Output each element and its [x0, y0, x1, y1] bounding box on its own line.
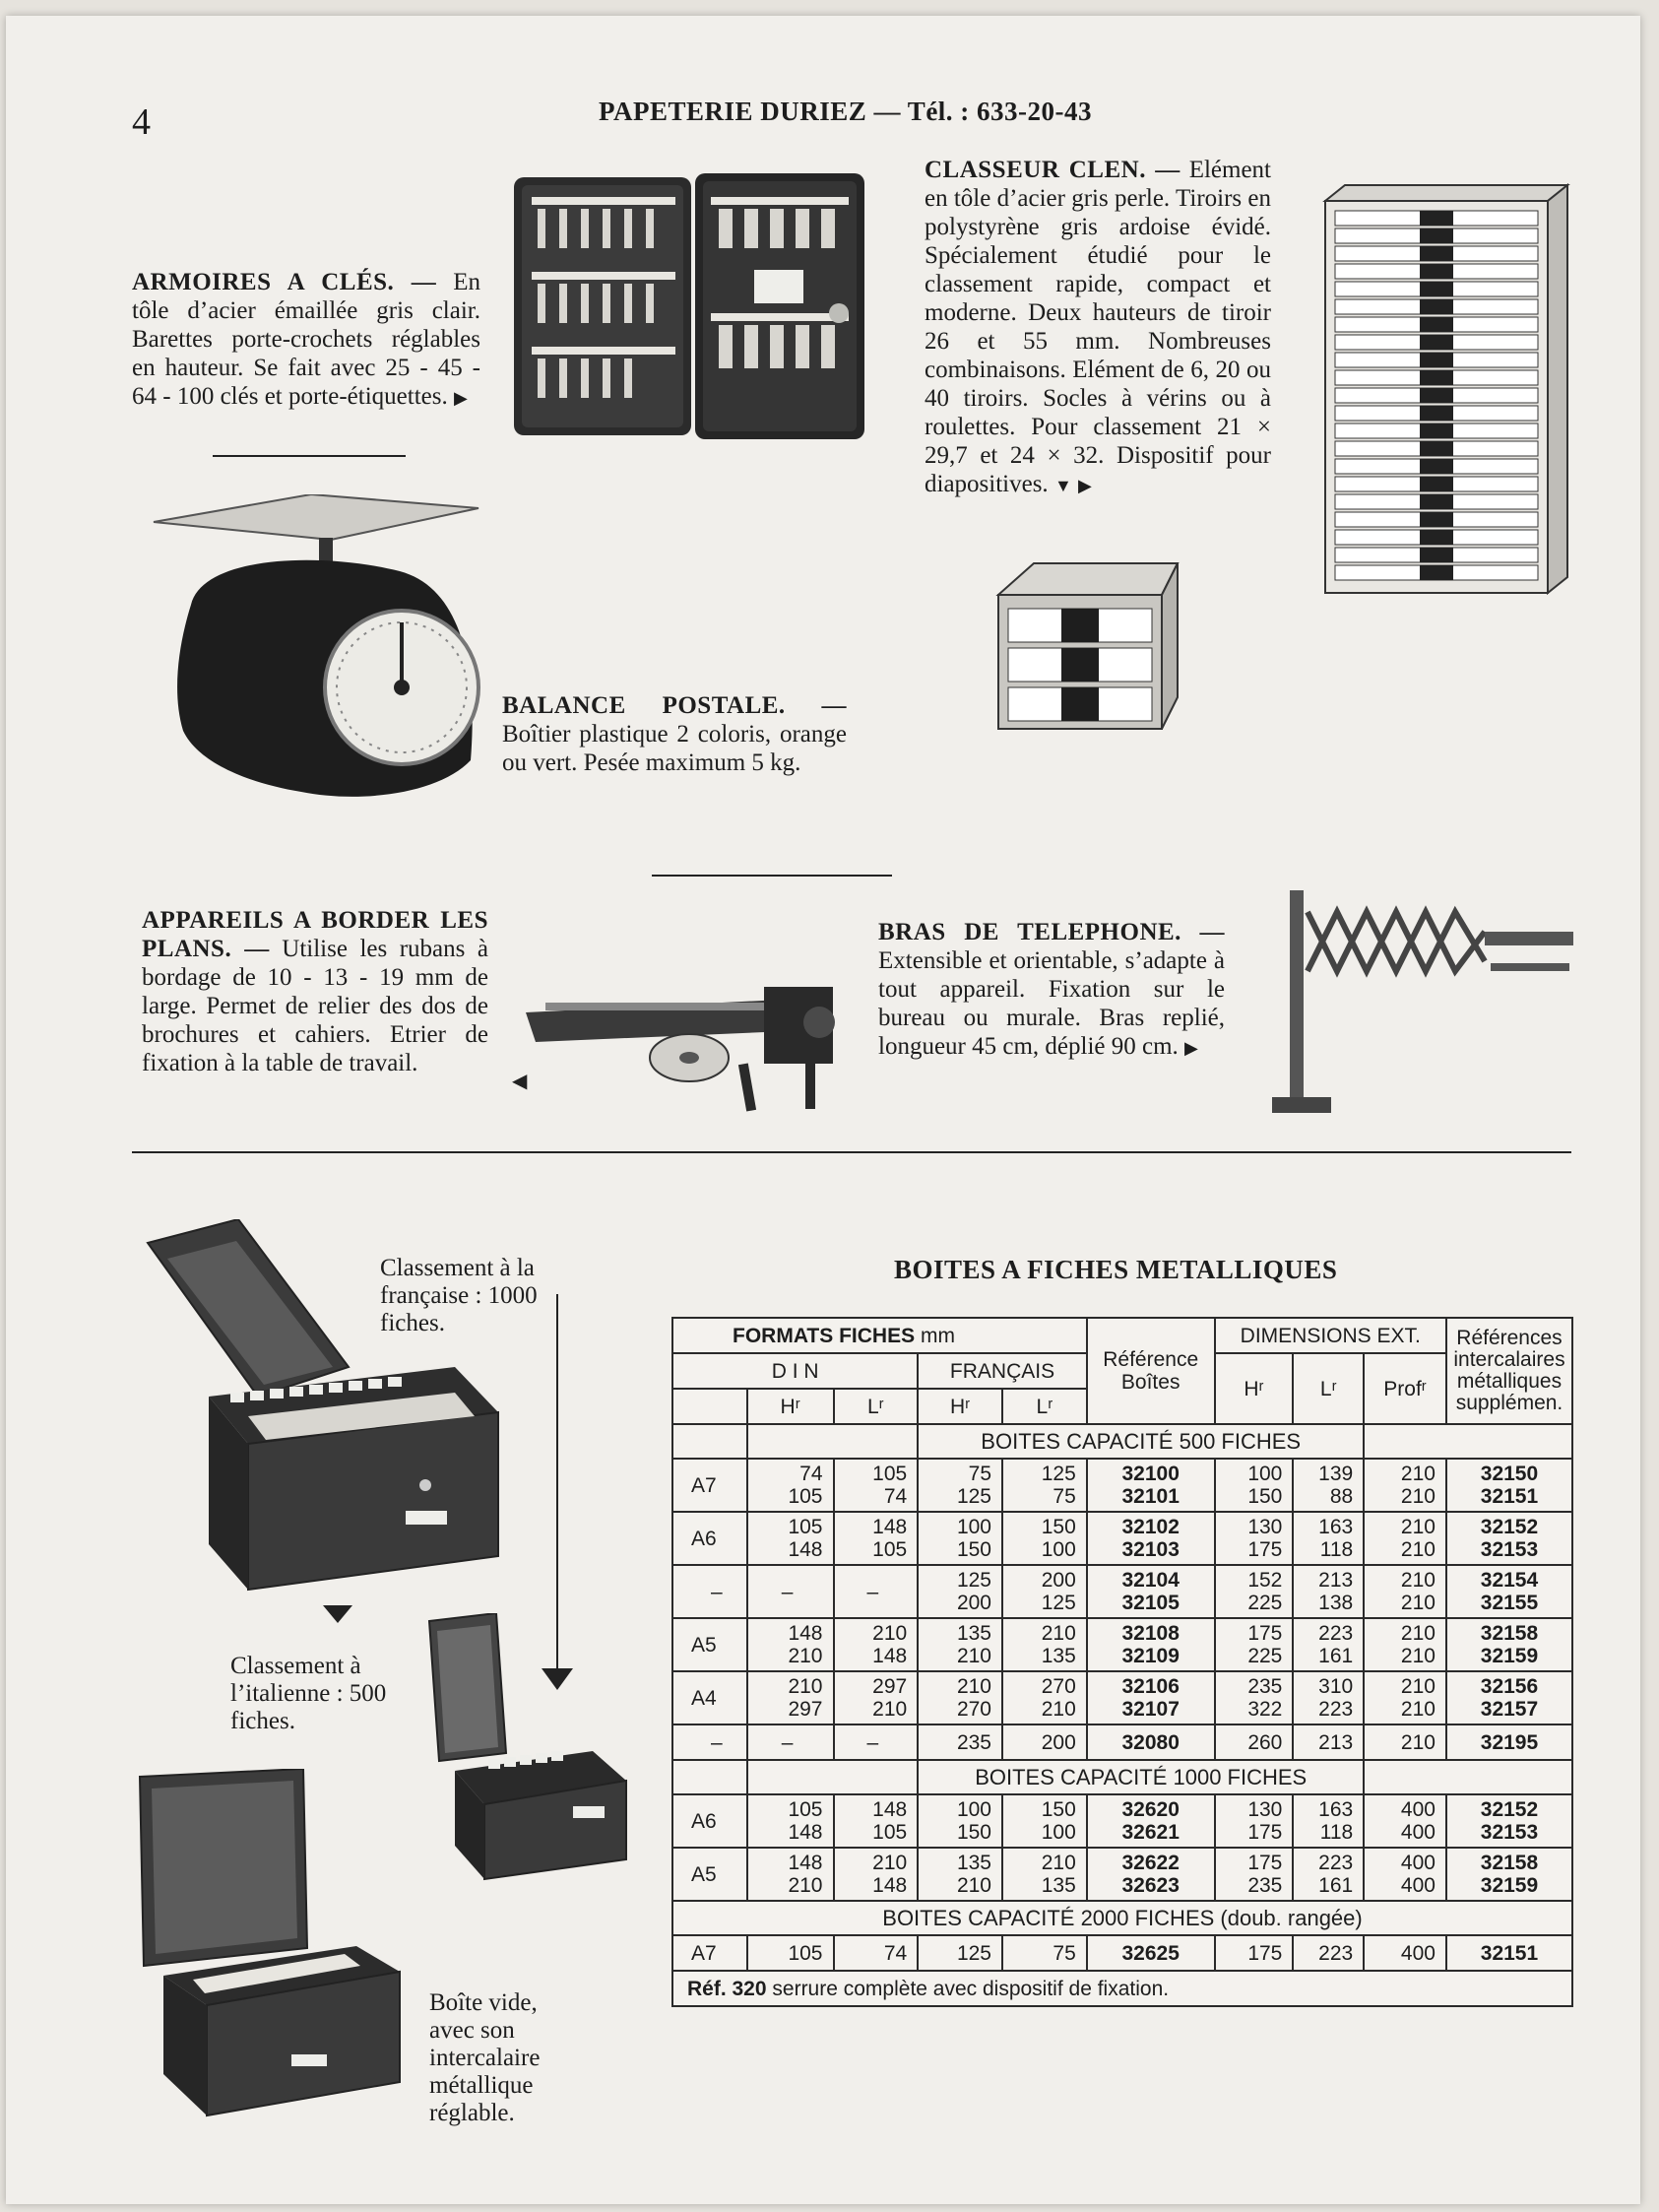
table-row [672, 1459, 1572, 1512]
cell-ref: 32108 32109 [1087, 1618, 1215, 1671]
ref-boites-header: Référence Boîtes [1087, 1318, 1215, 1424]
cell-fl: 150 100 [1002, 1794, 1087, 1848]
dim-prof-header: Profʳ [1364, 1353, 1446, 1424]
cell-ref: 32625 [1087, 1935, 1215, 1971]
cell-fh: 135 210 [918, 1618, 1002, 1671]
cell-inter: 32150 32151 [1446, 1459, 1572, 1512]
cell-dh: 148 210 [747, 1848, 834, 1901]
cell-fh: 75 125 [918, 1459, 1002, 1512]
table-row [672, 1671, 1572, 1724]
cell-p: 210 210 [1364, 1459, 1446, 1512]
tall-drawer-cabinet-photo [1321, 183, 1571, 597]
cell-fh: 125 [918, 1935, 1002, 1971]
cell-ref: 32104 32105 [1087, 1565, 1215, 1618]
cell-l: 163 118 [1293, 1794, 1364, 1848]
armoires-title: ARMOIRES A CLÉS. — [132, 269, 437, 295]
cell-fh: 100 150 [918, 1512, 1002, 1565]
arrow-down-icon [321, 1603, 354, 1625]
cell-dh: 105 [747, 1935, 834, 1971]
arrow-left-icon: ◀ [512, 1069, 528, 1092]
cell-l: 223 [1293, 1935, 1364, 1971]
balance-text [502, 691, 847, 777]
cell-l: 213 138 [1293, 1565, 1364, 1618]
cell-dh: – [747, 1724, 834, 1760]
cell-p: 210 210 [1364, 1618, 1446, 1671]
cell-dl: 210 148 [834, 1618, 919, 1671]
catalog-page [6, 16, 1640, 2204]
cell-fmt: – [672, 1724, 747, 1760]
cell-inter: 32152 32153 [1446, 1512, 1572, 1565]
cell-dl: – [834, 1565, 919, 1618]
armoires-body: En tôle d’acier émaillée gris clair. Barettes porte-crochets réglables en hauteur. Se fait avec 25 - 45 - 64 - 100 clés et porte-étiquettes. [132, 269, 480, 410]
cell-dl: – [834, 1724, 919, 1760]
cell-fl: 75 [1002, 1935, 1087, 1971]
cell-fmt: A5 [672, 1618, 747, 1671]
appareils-body: Utilise les rubans à bordage de 10 - 13 - 19 mm de large. Permet de relier des dos de brochures et cahiers. Etrier de fixation à la table de travail. [142, 936, 489, 1076]
cell-h: 260 [1215, 1724, 1294, 1760]
cell-h: 175 225 [1215, 1618, 1294, 1671]
din-l-header: Lʳ [834, 1389, 919, 1424]
divider [652, 875, 892, 877]
bras-title: BRAS DE TELEPHONE. — [878, 919, 1225, 945]
cell-inter: 32151 [1446, 1935, 1572, 1971]
cell-dh: 148 210 [747, 1618, 834, 1671]
divider [213, 455, 406, 457]
small-drawer-unit-photo [994, 559, 1181, 733]
cell-dl: 148 105 [834, 1512, 919, 1565]
fmt-spacer [672, 1389, 747, 1424]
capacity-2000-label: BOITES CAPACITÉ 2000 FICHES (doub. rangée) [672, 1901, 1572, 1935]
fr-l-header: Lʳ [1002, 1389, 1087, 1424]
cell-l: 163 118 [1293, 1512, 1364, 1565]
key-cabinet-photo [508, 165, 872, 441]
cell-dh: – [747, 1565, 834, 1618]
cell-fh: 100 150 [918, 1794, 1002, 1848]
cell-fmt: A7 [672, 1459, 747, 1512]
table-row [672, 1794, 1572, 1848]
table-note: Réf. 320 serrure complète avec dispositif de fixation. [672, 1971, 1572, 2006]
cell-h: 152 225 [1215, 1565, 1294, 1618]
cell-p: 400 400 [1364, 1848, 1446, 1901]
dimensions-header: DIMENSIONS EXT. [1215, 1318, 1446, 1353]
classeur-title: CLASSEUR CLEN. — [925, 157, 1180, 183]
cell-fmt: A6 [672, 1512, 747, 1565]
cell-ref: 32622 32623 [1087, 1848, 1215, 1901]
cell-fmt: A6 [672, 1794, 747, 1848]
cell-p: 400 [1364, 1935, 1446, 1971]
cell-fh: 210 270 [918, 1671, 1002, 1724]
cell-fl: 200 125 [1002, 1565, 1087, 1618]
balance-title: BALANCE POSTALE. — [502, 692, 847, 719]
dim-h-header: Hʳ [1215, 1353, 1294, 1424]
fiches-table [671, 1317, 1573, 2007]
table-row [672, 1565, 1572, 1618]
cell-h: 175 235 [1215, 1848, 1294, 1901]
cell-fh: 135 210 [918, 1848, 1002, 1901]
cell-l: 223 161 [1293, 1618, 1364, 1671]
page-header: PAPETERIE DURIEZ — Tél. : 633-20-43 [599, 97, 1093, 126]
postal-scale-photo [144, 494, 488, 813]
file-box-italian-photo [425, 1613, 632, 1881]
cell-p: 400 400 [1364, 1794, 1446, 1848]
cell-inter: 32154 32155 [1446, 1565, 1572, 1618]
din-header: D I N [672, 1353, 918, 1389]
cell-ref: 32080 [1087, 1724, 1215, 1760]
cell-fh: 235 [918, 1724, 1002, 1760]
cell-inter: 32152 32153 [1446, 1794, 1572, 1848]
capacity-1000-label: BOITES CAPACITÉ 1000 FICHES [918, 1760, 1364, 1794]
cell-fl: 150 100 [1002, 1512, 1087, 1565]
cell-fl: 210 135 [1002, 1848, 1087, 1901]
cell-fmt: A4 [672, 1671, 747, 1724]
caption-boite-vide: Boîte vide, avec son intercalaire métallique réglable. [429, 1989, 541, 2126]
appareils-title: APPAREILS A BORDER LES PLANS. — [142, 907, 488, 962]
cell-inter: 32158 32159 [1446, 1618, 1572, 1671]
classeur-body: Elément en tôle d’acier gris perle. Tiroirs en polystyrène gris ardoise évidé. Spécialement étudié pour le classement rapide, compact et moderne. Deux hauteurs de tiroir 26 et 55 mm. Nombreuses combinaisons. Elément de 6, 20 ou 40 tiroirs. Socles à vérins ou à roulettes. Pour classement 21 × 29,7 et 24 × 32. Dispositif pour diapositives. [925, 157, 1271, 497]
classeur-text [925, 156, 1271, 500]
table-row [672, 1512, 1572, 1565]
cell-h: 235 322 [1215, 1671, 1294, 1724]
cell-fmt: – [672, 1565, 747, 1618]
cell-fl: 125 75 [1002, 1459, 1087, 1512]
cell-dl: 105 74 [834, 1459, 919, 1512]
cell-fh: 125 200 [918, 1565, 1002, 1618]
ref-intercalaires-header: Références intercalaires métalliques supplémen. [1446, 1318, 1572, 1424]
cell-dh: 74 105 [747, 1459, 834, 1512]
cell-dl: 148 105 [834, 1794, 919, 1848]
appareils-text [142, 906, 488, 1077]
cell-inter: 32158 32159 [1446, 1848, 1572, 1901]
cell-fmt: A5 [672, 1848, 747, 1901]
cell-ref: 32100 32101 [1087, 1459, 1215, 1512]
cell-l: 213 [1293, 1724, 1364, 1760]
cell-h: 175 [1215, 1935, 1294, 1971]
page-number: 4 [132, 101, 151, 143]
cell-h: 130 175 [1215, 1794, 1294, 1848]
francais-header: FRANÇAIS [918, 1353, 1087, 1389]
table-row [672, 1618, 1572, 1671]
cell-dh: 210 297 [747, 1671, 834, 1724]
armoires-text [132, 268, 480, 413]
cell-dl: 210 148 [834, 1848, 919, 1901]
binding-machine-photo [506, 973, 861, 1119]
cell-fl: 270 210 [1002, 1671, 1087, 1724]
cell-fl: 210 135 [1002, 1618, 1087, 1671]
formats-header: FORMATS FICHES mm [672, 1318, 1087, 1353]
cell-ref: 32106 32107 [1087, 1671, 1215, 1724]
table-title: BOITES A FICHES METALLIQUES [894, 1255, 1338, 1284]
divider [132, 1151, 1571, 1153]
din-h-header: Hʳ [747, 1389, 834, 1424]
cell-dh: 105 148 [747, 1794, 834, 1848]
cell-l: 223 161 [1293, 1848, 1364, 1901]
cell-l: 139 88 [1293, 1459, 1364, 1512]
table-row [672, 1935, 1572, 1971]
file-box-empty-photo [134, 1769, 429, 2123]
cell-h: 100 150 [1215, 1459, 1294, 1512]
bras-text [878, 918, 1225, 1063]
cell-ref: 32102 32103 [1087, 1512, 1215, 1565]
balance-body: Boîtier plastique 2 coloris, orange ou vert. Pesée maximum 5 kg. [502, 721, 847, 776]
cell-l: 310 223 [1293, 1671, 1364, 1724]
table-row [672, 1848, 1572, 1901]
caption-francaise: Classement à la française : 1000 fiches. [380, 1255, 538, 1336]
arrow-right-icon: ▶ [1078, 476, 1092, 495]
cell-dl: 297 210 [834, 1671, 919, 1724]
cell-p: 210 210 [1364, 1512, 1446, 1565]
cell-p: 210 [1364, 1724, 1446, 1760]
caption-italienne: Classement à l’italienne : 500 fiches. [230, 1653, 387, 1734]
cell-dh: 105 148 [747, 1512, 834, 1565]
table-row [672, 1724, 1572, 1760]
cell-ref: 32620 32621 [1087, 1794, 1215, 1848]
cell-inter: 32195 [1446, 1724, 1572, 1760]
bras-body: Extensible et orientable, s’adapte à tout appareil. Fixation sur le bureau ou murale. Bras replié, longueur 45 cm, déplié 90 cm. [878, 947, 1225, 1060]
cell-h: 130 175 [1215, 1512, 1294, 1565]
cell-p: 210 210 [1364, 1565, 1446, 1618]
cell-dl: 74 [834, 1935, 919, 1971]
cell-inter: 32156 32157 [1446, 1671, 1572, 1724]
capacity-500-label: BOITES CAPACITÉ 500 FICHES [918, 1424, 1364, 1459]
cell-fl: 200 [1002, 1724, 1087, 1760]
fr-h-header: Hʳ [918, 1389, 1002, 1424]
cell-fmt: A7 [672, 1935, 747, 1971]
telephone-arm-photo [1268, 882, 1573, 1129]
arrow-right-icon: ▶ [453, 388, 468, 408]
arrow-right-icon: ▶ [1184, 1038, 1198, 1058]
arrow-down-icon: ▼ [1053, 476, 1072, 495]
dim-l-header: Lʳ [1293, 1353, 1364, 1424]
cell-p: 210 210 [1364, 1671, 1446, 1724]
